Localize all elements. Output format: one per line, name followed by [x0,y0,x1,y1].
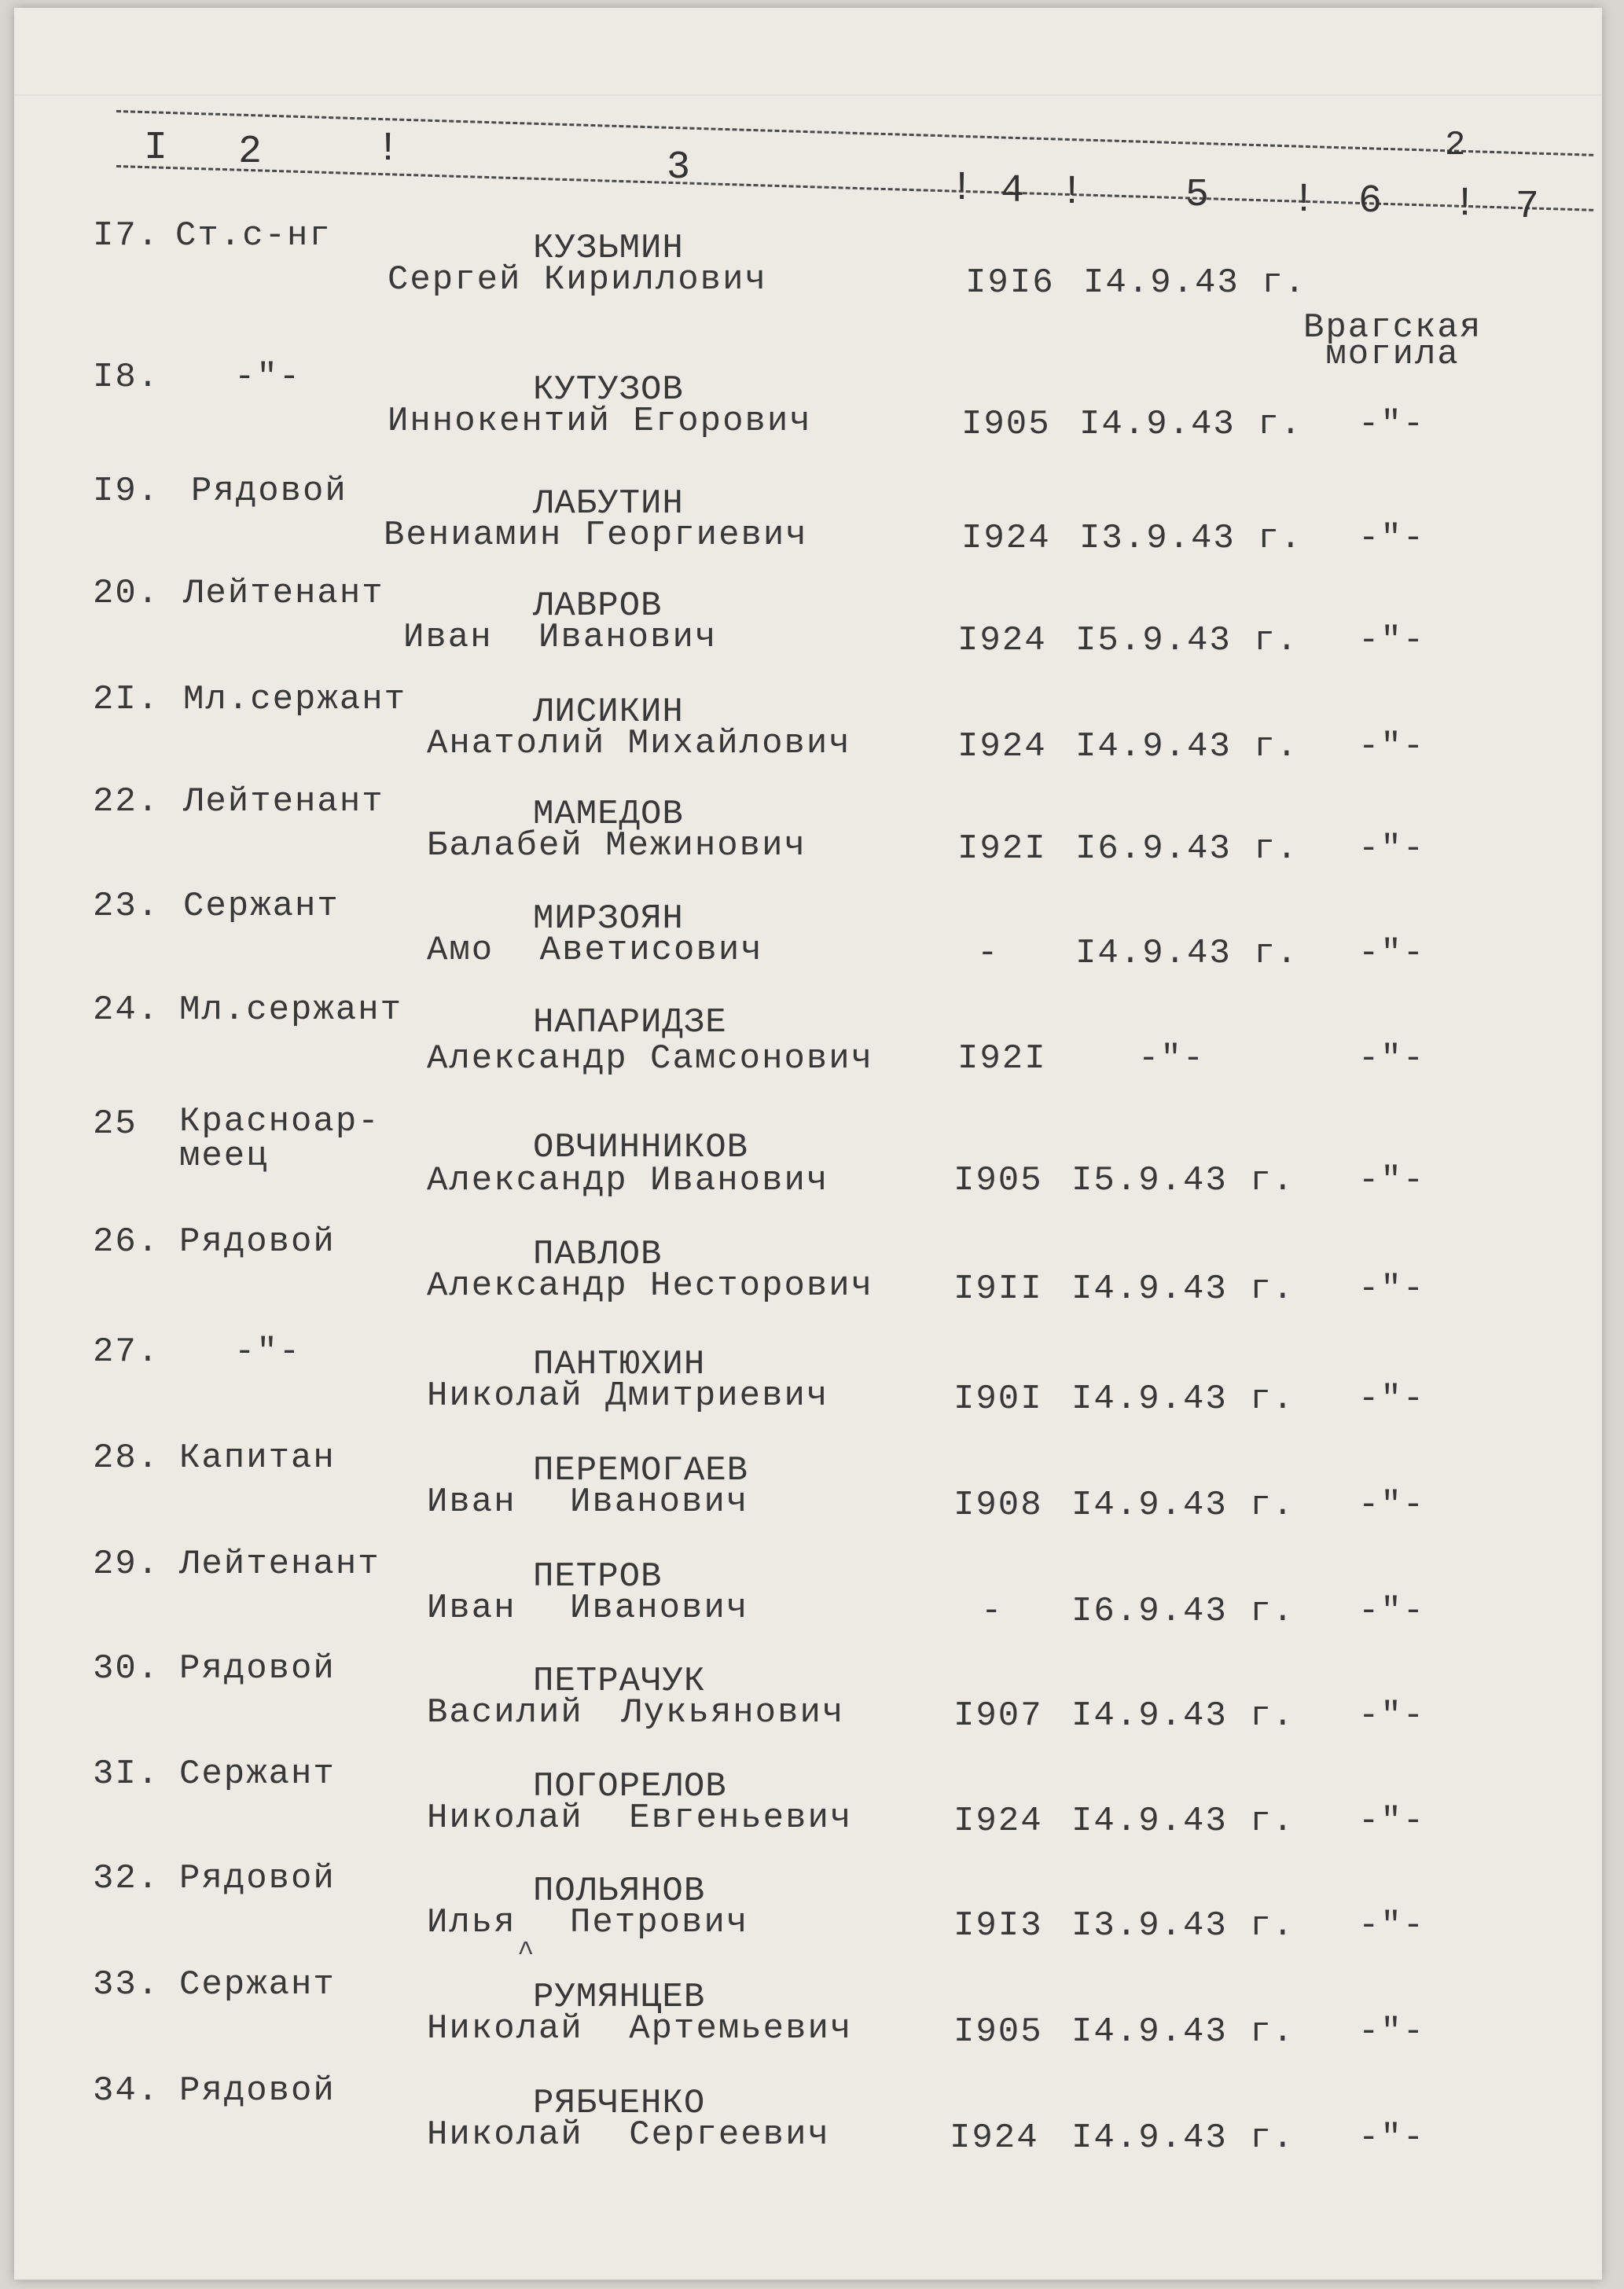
row-death-date: I3.9.43 г. [1079,519,1303,558]
row-given-name: Анатолий Михайлович [427,724,851,763]
header-col-5: 5 [1185,173,1213,218]
row-surname: ПАНТЮХИН [533,1345,706,1384]
row-death-date: -"- [1138,1039,1206,1078]
table-row [14,1649,1602,1751]
row-rank: -"- [234,1332,302,1372]
table-row [14,990,1602,1093]
row-rank: Сержант [183,887,340,926]
header-rule-top [116,110,1593,156]
row-number: 29. [93,1545,160,1584]
row-death-date: I4.9.43 г. [1083,263,1307,303]
row-given-name: Николай Евгеньевич [427,1798,853,1838]
table-row [14,574,1602,676]
row-surname: ЛИСИКИН [533,693,684,732]
row-birth-year: I924 [957,727,1047,766]
row-burial-place: -"- [1358,1269,1426,1309]
row-birth-year: I905 [953,1161,1043,1200]
ink-mark: ^ [517,1937,535,1969]
row-burial-place: -"- [1358,1802,1426,1841]
row-rank: Лейтенант [183,574,384,613]
row-rank: Мл.сержант [183,680,407,719]
row-death-date: I5.9.43 г. [1075,621,1299,660]
row-death-date: I6.9.43 г. [1071,1592,1295,1631]
row-death-date: I4.9.43 г. [1071,1696,1295,1736]
row-surname: МИРЗОЯН [533,899,684,939]
document-page [14,8,1602,2280]
row-death-date: I4.9.43 г. [1071,1802,1295,1841]
row-birth-year: I90I [953,1380,1043,1419]
row-burial-place: Врагская могила [1303,308,1483,374]
row-number: 27. [93,1332,160,1372]
table-row [14,1438,1602,1541]
row-death-date: I4.9.43 г. [1075,934,1299,973]
header-col-4: 4 [1001,169,1028,214]
table-row [14,216,1602,374]
header-col-7: 7 [1516,185,1543,230]
row-number: I9. [93,472,160,511]
row-given-name: Сергей Кириллович [388,260,767,299]
row-burial-place: -"- [1358,1696,1426,1736]
header-separator: ! [1291,177,1317,223]
row-number: 34. [93,2071,160,2111]
row-number: 20. [93,574,160,613]
row-death-date: I4.9.43 г. [1071,1269,1295,1309]
row-given-name: Иван Иванович [427,1483,749,1522]
row-number: 22. [93,782,160,821]
row-number: 33. [93,1965,160,2004]
row-given-name: Николай Дмитриевич [427,1376,829,1416]
row-rank: Ст.с-нг [175,216,332,255]
row-number: 2I. [93,680,160,719]
row-number: 23. [93,887,160,926]
row-number: 25 [93,1104,138,1144]
row-death-date: I6.9.43 г. [1075,829,1299,869]
row-burial-place: -"- [1358,621,1426,660]
row-rank: Мл.сержант [179,990,403,1030]
row-burial-place: -"- [1358,934,1426,973]
row-surname: КУТУЗОВ [533,370,684,410]
row-rank: Рядовой [179,2071,336,2111]
header-separator: ! [1060,169,1085,215]
header-separator: ! [1453,181,1478,227]
row-death-date: I4.9.43 г. [1071,1380,1295,1419]
row-surname: РУМЯНЦЕВ [533,1978,706,2017]
row-given-name: Александр Несторович [427,1266,874,1306]
row-surname: ЛАВРОВ [533,586,663,626]
row-burial-place: -"- [1358,1486,1426,1525]
row-burial-place: -"- [1358,1039,1426,1078]
header-superscript: 2 [1445,126,1469,165]
row-birth-year: I924 [957,621,1047,660]
row-rank: Сержант [179,1754,336,1794]
row-rank: Лейтенант [183,782,384,821]
table-row [14,1222,1602,1325]
row-surname: ПЕРЕМОГАЕВ [533,1451,749,1490]
header-separator: ! [950,165,975,211]
row-burial-place: -"- [1358,405,1426,444]
table-row [14,782,1602,884]
row-given-name: Илья Петрович [427,1903,749,1942]
row-birth-year: I924 [950,2118,1039,2158]
table-row [14,472,1602,574]
row-surname: КУЗЬМИН [533,229,684,268]
row-birth-year: I905 [961,405,1051,444]
row-death-date: I4.9.43 г. [1071,1486,1295,1525]
row-birth-year: I92I [957,1039,1047,1078]
row-burial-place: -"- [1358,1906,1426,1945]
row-number: I8. [93,358,160,397]
row-number: 24. [93,990,160,1030]
row-death-date: I3.9.43 г. [1071,1906,1295,1945]
row-burial-place: -"- [1358,519,1426,558]
row-number: 26. [93,1222,160,1262]
row-death-date: I4.9.43 г. [1075,727,1299,766]
row-surname: ПОЛЬЯНОВ [533,1872,706,1911]
row-given-name: Александр Иванович [427,1161,829,1200]
row-surname: ЛАБУТИН [533,484,684,524]
row-death-date: I5.9.43 г. [1071,1161,1295,1200]
table-row [14,1754,1602,1857]
row-number: 28. [93,1438,160,1478]
table-row [14,1859,1602,1961]
row-given-name: Иннокентий Егорович [388,402,812,441]
row-surname: ОВЧИННИКОВ [533,1128,749,1167]
row-given-name: Вениамин Георгиевич [384,516,808,555]
row-burial-place: -"- [1358,727,1426,766]
row-burial-place: -"- [1358,1161,1426,1200]
row-rank: Рядовой [191,472,347,511]
row-given-name: Балабей Межинович [427,826,806,865]
row-rank: Рядовой [179,1222,336,1262]
row-rank: Рядовой [179,1649,336,1688]
row-given-name: Василий Лукьянович [427,1693,845,1732]
column-header [14,8,1602,244]
row-given-name: Амо Аветисович [427,931,763,970]
row-burial-place: -"- [1358,2118,1426,2158]
table-row [14,680,1602,782]
header-col-6: 6 [1358,179,1386,224]
row-number: I7. [93,216,160,255]
row-surname: МАМЕДОВ [533,795,684,834]
table-row [14,1104,1602,1207]
row-rank: Лейтенант [179,1545,380,1584]
header-separator: ! [376,126,401,172]
table-row [14,1332,1602,1435]
row-surname: ПЕТРАЧУК [533,1662,706,1701]
row-rank: Капитан [179,1438,336,1478]
table-row [14,358,1602,460]
row-death-date: I4.9.43 г. [1071,2118,1295,2158]
row-given-name: Иван Иванович [427,1589,749,1628]
row-birth-year: I92I [957,829,1047,869]
row-surname: НАПАРИДЗЕ [533,1003,727,1042]
row-birth-year: I9II [953,1269,1043,1309]
header-col-1: I [144,126,171,171]
row-birth-year: - [977,934,1000,973]
row-rank: Красноар- меец [179,1102,380,1176]
row-rank: Рядовой [179,1859,336,1898]
row-number: 3I. [93,1754,160,1794]
row-birth-year: - [981,1592,1004,1631]
row-surname: ПОГОРЕЛОВ [533,1767,727,1806]
row-birth-year: I9I3 [953,1906,1043,1945]
table-row [14,887,1602,989]
row-birth-year: I907 [953,1696,1043,1736]
row-given-name: Иван Иванович [403,618,718,657]
header-col-3: 3 [667,145,694,190]
row-rank: -"- [234,358,302,397]
table-row [14,2071,1602,2173]
table-row [14,1965,1602,2067]
row-rank: Сержант [179,1965,336,2004]
row-burial-place: -"- [1358,1380,1426,1419]
header-col-2: 2 [238,130,266,175]
row-birth-year: I924 [953,1802,1043,1841]
row-given-name: Николай Артемьевич [427,2009,853,2048]
row-given-name: Николай Сергеевич [427,2115,830,2155]
row-surname: ПАВЛОВ [533,1235,663,1274]
row-burial-place: -"- [1358,829,1426,869]
row-birth-year: I908 [953,1486,1043,1525]
row-death-date: I4.9.43 г. [1071,2012,1295,2052]
row-number: 30. [93,1649,160,1688]
row-birth-year: I924 [961,519,1051,558]
row-surname: ПЕТРОВ [533,1557,663,1596]
row-burial-place: -"- [1358,1592,1426,1631]
row-given-name: Александр Самсонович [427,1039,874,1078]
row-death-date: I4.9.43 г. [1079,405,1303,444]
row-burial-place: -"- [1358,2012,1426,2052]
row-number: 32. [93,1859,160,1898]
row-birth-year: I9I6 [965,263,1055,303]
row-surname: РЯБЧЕНКО [533,2084,706,2123]
table-row [14,1545,1602,1647]
row-birth-year: I905 [953,2012,1043,2052]
